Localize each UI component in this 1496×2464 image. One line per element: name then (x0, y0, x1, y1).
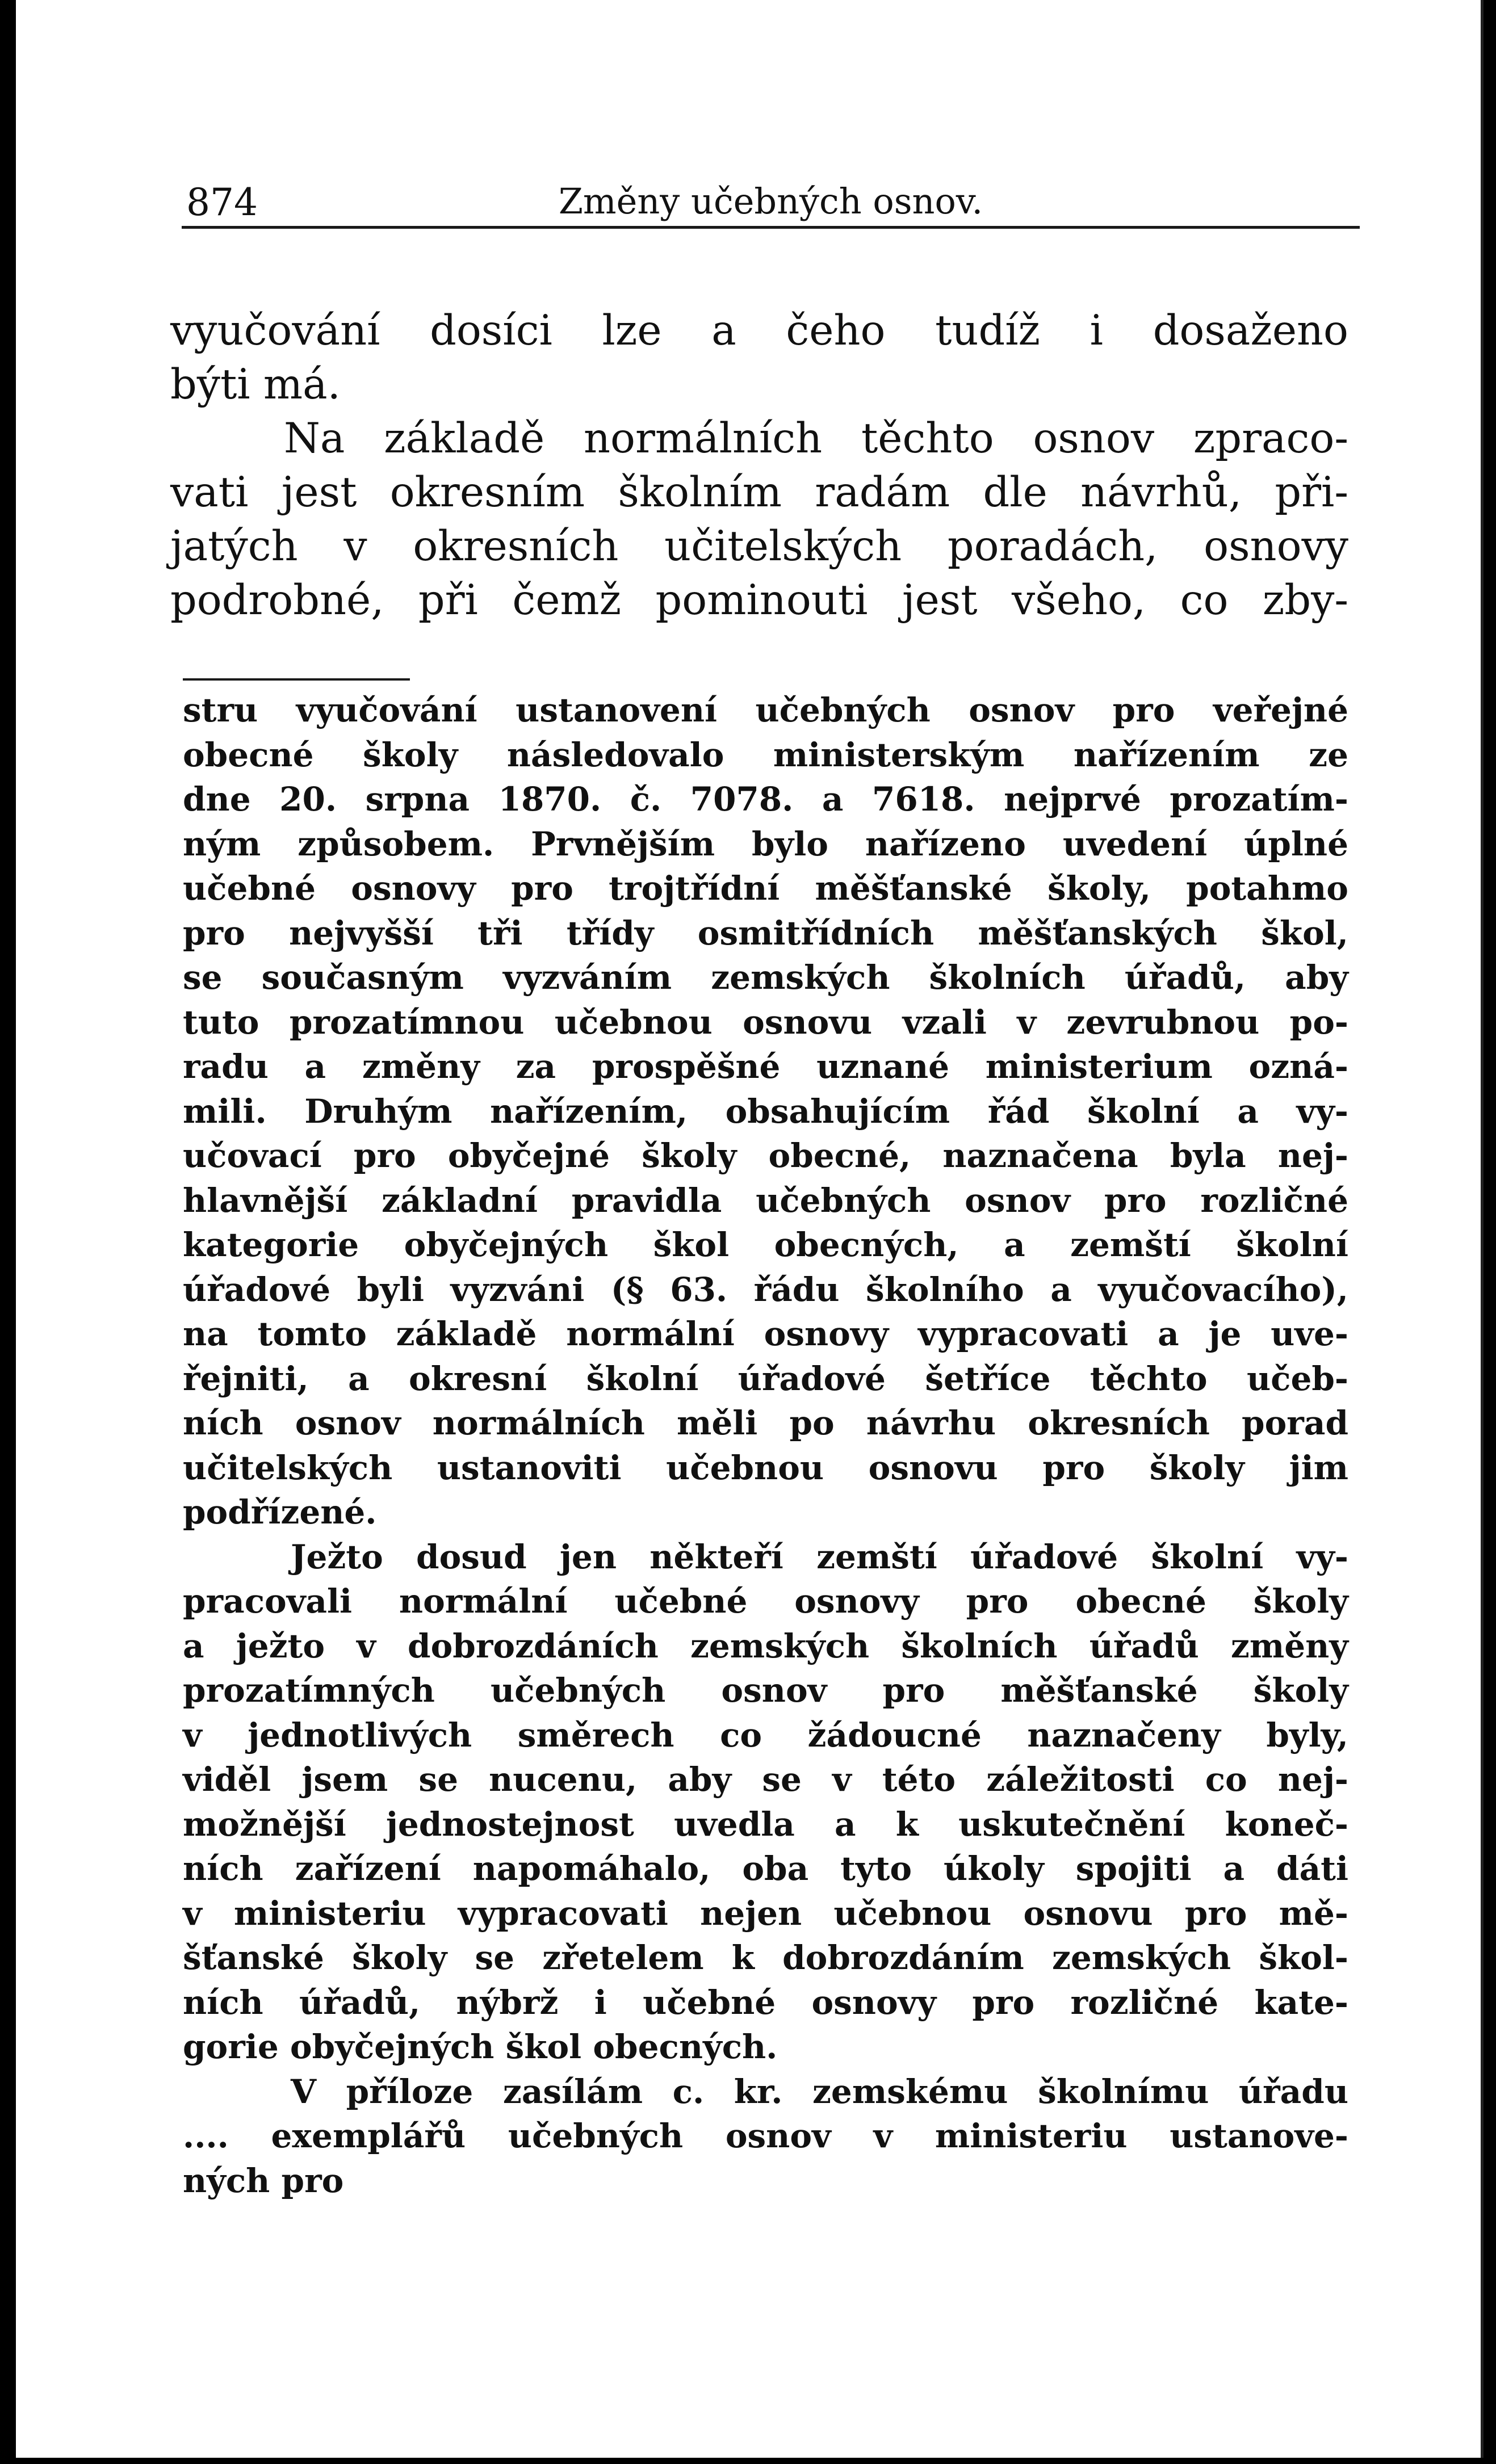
footnote-line: učovací pro obyčejné školy obecné, naznačena byla nej- (183, 1136, 1348, 1175)
footnote-line: pracovali normální učebné osnovy pro obecné školy (183, 1582, 1348, 1621)
text-line: Na základě normálních těchto osnov zpraco- (284, 414, 1348, 463)
footnote-line: obecné školy následovalo ministerským nařízením ze (183, 735, 1348, 774)
text-line: vati jest okresním školním radám dle návrhů, při- (170, 468, 1348, 517)
footnote-line: řejniti, a okresní školní úřadové šetříce těchto učeb- (183, 1359, 1348, 1398)
footnote-line: radu a změny za prospěšné uznané ministerium ozná- (183, 1047, 1348, 1086)
footnote-line: v jednotlivých směrech co žádoucné naznačeny byly, (183, 1715, 1348, 1754)
footnote-line: učitelských ustanoviti učebnou osnovu pro školy jim (183, 1448, 1348, 1487)
footnote-line: mili. Druhým nařízením, obsahujícím řád školní a vy- (183, 1092, 1348, 1131)
footnote-line: úřadové byli vyzváni (§ 63. řádu školního a vyučovacího), (183, 1270, 1348, 1309)
text-line: podrobné, při čemž pominouti jest všeho, co zby- (170, 576, 1348, 624)
footnote-line: šťanské školy se zřetelem k dobrozdáním zemských škol- (183, 1938, 1348, 1977)
footnote-line: V příloze zasílám c. kr. zemskému školnímu úřadu (291, 2072, 1348, 2111)
footnote-line: tuto prozatímnou učebnou osnovu vzali v zevrubnou po- (183, 1002, 1348, 1042)
footnote-line: podřízené. (183, 1493, 377, 1531)
footnote-line: se současným vyzváním zemských školních úřadů, aby (183, 958, 1348, 997)
footnote-line: ních zařízení napomáhalo, oba tyto úkoly spojiti a dáti (183, 1849, 1348, 1888)
footnote-line: v ministeriu vypracovati nejen učebnou osnovu pro mě- (183, 1894, 1348, 1933)
footnote-line: možnější jednostejnost uvedla a k uskutečnění koneč- (183, 1804, 1348, 1844)
footnote-line: ních osnov normálních měli po návrhu okresních porad (183, 1404, 1348, 1442)
text-line: vyučování dosíci lze a čeho tudíž i dosaženo (170, 307, 1348, 355)
footnote-line: ních úřadů, nýbrž i učebné osnovy pro rozličné kate- (183, 1983, 1348, 2022)
footnote-line: dne 20. srpna 1870. č. 7078. a 7618. nejprvé prozatím- (183, 780, 1348, 818)
footnote-line: učebné osnovy pro trojtřídní měšťanské školy, potahmo (183, 869, 1348, 908)
footnote-line: pro nejvyšší tři třídy osmitřídních měšťanských škol, (183, 913, 1348, 952)
footnote-line: prozatímných učebných osnov pro měšťanské školy (183, 1671, 1348, 1710)
footnote-line: ným způsobem. Prvnějším bylo nařízeno uvedení úplné (183, 824, 1348, 863)
running-title: Změny učebných osnov. (558, 181, 983, 222)
footnote-line: na tomto základě normální osnovy vypracovati a je uve- (183, 1315, 1348, 1353)
footnote-line: gorie obyčejných škol obecných. (183, 2028, 778, 2066)
footnote-line: ných pro (183, 2161, 344, 2200)
footnote-line: a ježto v dobrozdáních zemských školních úřadů změny (183, 1626, 1348, 1665)
footnote-line: Ježto dosud jen někteří zemští úřadové školní vy- (291, 1537, 1348, 1576)
footnote-divider (183, 678, 410, 681)
main-text (170, 304, 1348, 627)
footnote-line: viděl jsem se nucenu, aby se v této záležitosti co nej- (183, 1760, 1348, 1799)
text-line: jatých v okresních učitelských poradách, osnovy (170, 522, 1348, 570)
footnote-line: kategorie obyčejných škol obecných, a zemští školní (183, 1225, 1348, 1264)
text-line: býti má. (170, 360, 341, 409)
footnote-line: stru vyučování ustanovení učebných osnov pro veřejné (183, 691, 1348, 729)
footnote (183, 688, 1348, 2203)
page-header (182, 181, 1360, 229)
page-number: 874 (186, 181, 258, 224)
footnote-line: hlavnější základní pravidla učebných osnov pro rozličné (183, 1181, 1348, 1220)
footnote-line: .... exemplářů učebných osnov v ministeriu ustanove- (183, 2117, 1348, 2155)
